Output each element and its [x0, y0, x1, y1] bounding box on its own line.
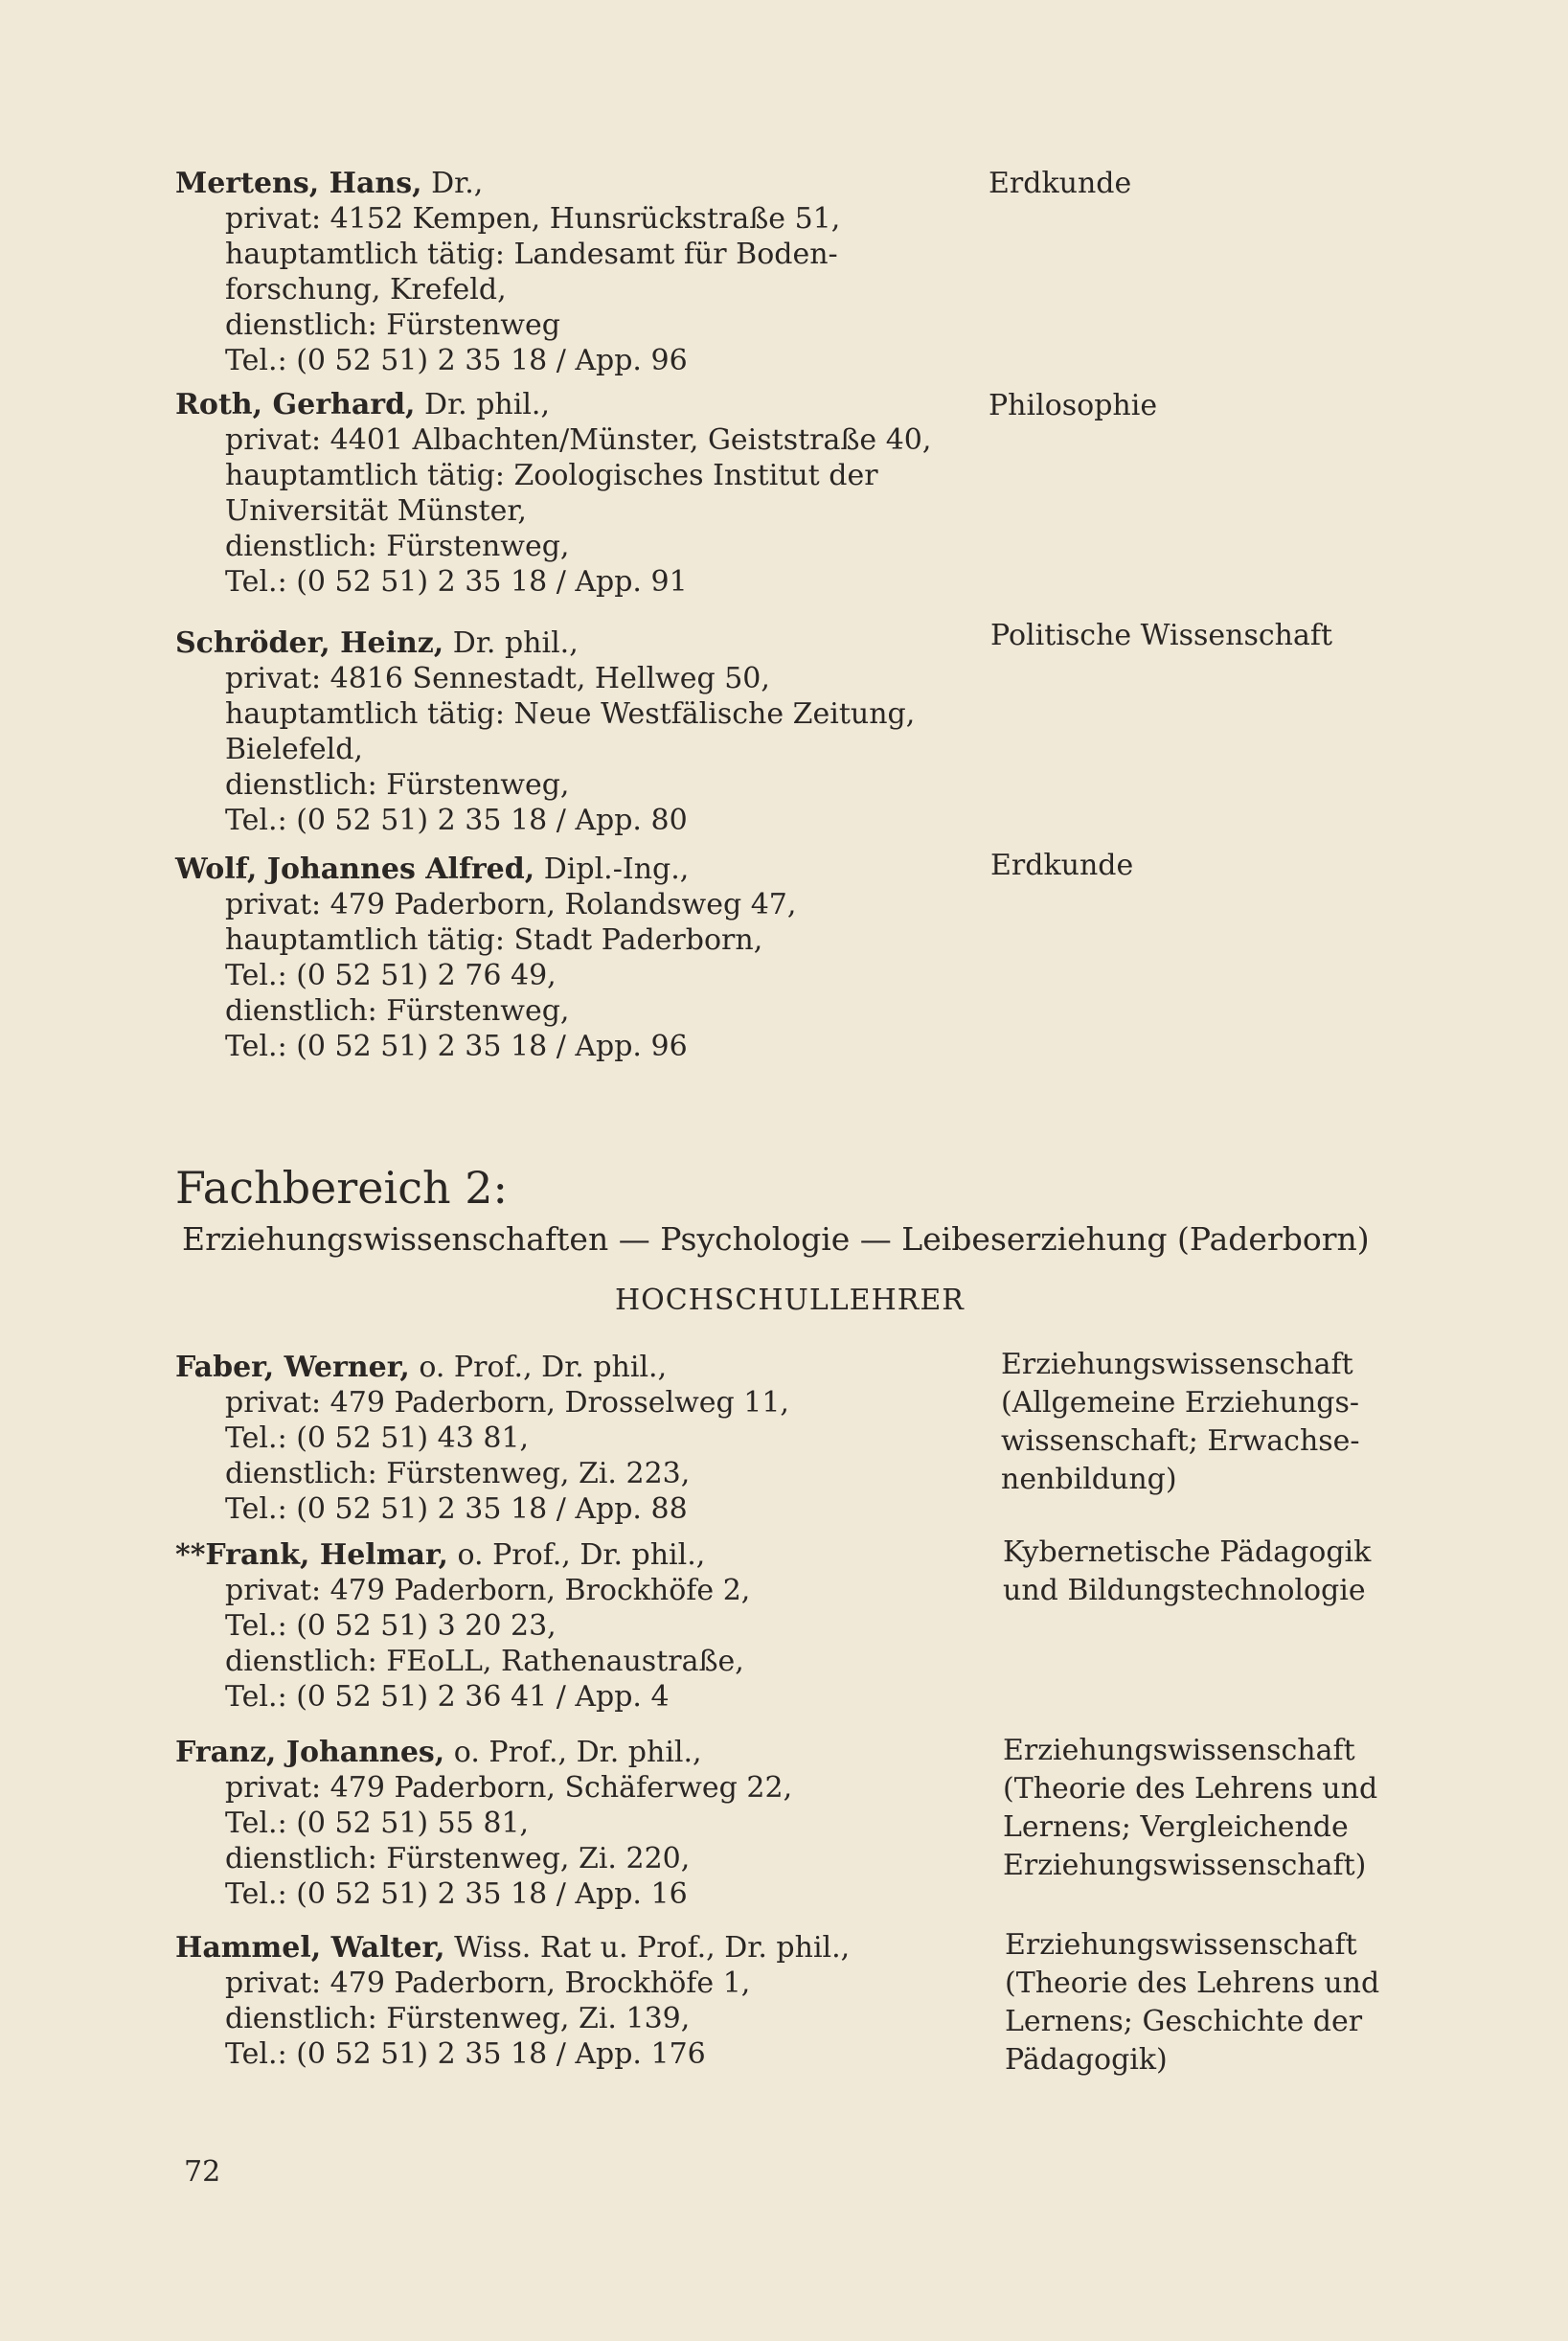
- person-name: Schröder, Heinz,: [175, 626, 444, 660]
- person-title: Dr. phil.,: [443, 626, 579, 660]
- entry-line: dienstlich: Fürstenweg, Zi. 139,: [225, 2002, 691, 2035]
- faculty-entry: [175, 852, 1009, 1064]
- faculty-entry: [175, 1537, 1009, 1715]
- faculty-entry: [175, 166, 1009, 378]
- subject-line: (Theorie des Lehrens und: [1005, 1966, 1380, 2000]
- entry-line: Tel.: (0 52 51) 2 35 18 / App. 96: [225, 344, 688, 377]
- faculty-entry: [175, 625, 1009, 838]
- subject-label: Politische Wissenschaft: [990, 619, 1333, 652]
- person-title: o. Prof., Dr. phil.,: [444, 1736, 702, 1769]
- entry-line: dienstlich: Fürstenweg,: [225, 994, 570, 1028]
- person-title: Dipl.-Ing.,: [534, 852, 690, 886]
- subject-line: Erziehungswissenschaft: [1001, 1348, 1353, 1381]
- entry-header: [175, 1537, 1009, 1573]
- person-name: Wolf, Johannes Alfred,: [175, 852, 535, 886]
- subject-line: Lernens; Geschichte der: [1005, 2005, 1363, 2038]
- entry-line: privat: 4152 Kempen, Hunsrückstraße 51,: [225, 202, 841, 236]
- person-name: Mertens, Hans,: [175, 167, 422, 200]
- subject-label: Erdkunde: [990, 849, 1134, 882]
- person-name: Roth, Gerhard,: [175, 388, 416, 421]
- entry-line: dienstlich: Fürstenweg,: [225, 530, 570, 563]
- entry-line: Tel.: (0 52 51) 55 81,: [225, 1807, 530, 1840]
- person-name: **Frank, Helmar,: [175, 1538, 448, 1572]
- entry-header: [175, 1735, 1009, 1770]
- subject-line: nenbildung): [1001, 1463, 1177, 1496]
- entry-line: dienstlich: FEoLL, Rathenaustraße,: [225, 1645, 744, 1678]
- subject-line: Kybernetische Pädagogik: [1003, 1535, 1372, 1569]
- entry-line: hauptamtlich tätig: Zoologisches Institut der: [225, 459, 878, 492]
- entry-line: dienstlich: Fürstenweg,: [225, 768, 570, 802]
- faculty-entry: [175, 1735, 1009, 1912]
- subject-label: [1005, 1926, 1455, 2080]
- person-title: Dr.,: [421, 167, 484, 200]
- person-name: Hammel, Walter,: [175, 1931, 445, 1965]
- subject-label: [1001, 1346, 1451, 1499]
- faculty-entry: [175, 1350, 1009, 1527]
- entry-line: Tel.: (0 52 51) 2 35 18 / App. 88: [225, 1492, 688, 1526]
- faculty-entry: [175, 1930, 1009, 2072]
- person-title: Dr. phil.,: [415, 388, 550, 421]
- subject-line: Erziehungswissenschaft: [1005, 1928, 1357, 1962]
- subject-line: (Theorie des Lehrens und: [1003, 1772, 1378, 1806]
- entry-line: privat: 479 Paderborn, Rolandsweg 47,: [225, 888, 797, 921]
- subject-line: Lernens; Vergleichende: [1003, 1810, 1349, 1844]
- entry-line: dienstlich: Fürstenweg, Zi. 220,: [225, 1842, 691, 1875]
- subject-line: Erziehungswissenschaft: [1003, 1734, 1355, 1767]
- entry-line: Tel.: (0 52 51) 2 35 18 / App. 91: [225, 565, 688, 599]
- entry-line: hauptamtlich tätig: Landesamt für Boden-: [225, 238, 838, 271]
- entry-header: [175, 625, 1009, 661]
- subject-label: Erdkunde: [989, 167, 1132, 200]
- person-title: o. Prof., Dr. phil.,: [447, 1538, 706, 1572]
- entry-line: privat: 479 Paderborn, Brockhöfe 2,: [225, 1574, 751, 1607]
- entry-line: Tel.: (0 52 51) 2 35 18 / App. 16: [225, 1877, 688, 1911]
- person-name: Faber, Werner,: [175, 1351, 410, 1384]
- entry-line: privat: 479 Paderborn, Drosselweg 11,: [225, 1386, 789, 1420]
- entry-line: privat: 479 Paderborn, Schäferweg 22,: [225, 1771, 793, 1805]
- entry-header: [175, 852, 1009, 887]
- entry-line: forschung, Krefeld,: [225, 273, 507, 307]
- entry-header: [175, 1930, 1009, 1966]
- entry-line: dienstlich: Fürstenweg: [225, 308, 560, 342]
- entry-line: privat: 4816 Sennestadt, Hellweg 50,: [225, 662, 770, 695]
- subject-label: Philosophie: [989, 389, 1158, 422]
- entry-line: Bielefeld,: [225, 733, 363, 766]
- entry-line: Tel.: (0 52 51) 2 35 18 / App. 96: [225, 1030, 688, 1063]
- faculty-entry: [175, 387, 1009, 600]
- entry-header: [175, 166, 1009, 201]
- entry-line: hauptamtlich tätig: Neue Westfälische Zeitung,: [225, 697, 916, 731]
- entry-line: Tel.: (0 52 51) 2 35 18 / App. 80: [225, 804, 688, 837]
- person-title: Wiss. Rat u. Prof., Dr. phil.,: [444, 1931, 851, 1965]
- subject-line: und Bildungstechnologie: [1003, 1574, 1366, 1607]
- subject-label: [1003, 1534, 1453, 1610]
- entry-header: [175, 1350, 1009, 1385]
- section-subtitle: Erziehungswissenschaften — Psychologie — Leibeserziehung (Paderborn): [182, 1220, 1370, 1258]
- entry-line: Universität Münster,: [225, 494, 527, 528]
- subject-label: [1003, 1732, 1453, 1885]
- entry-line: Tel.: (0 52 51) 2 36 41 / App. 4: [225, 1680, 670, 1714]
- entry-line: Tel.: (0 52 51) 2 76 49,: [225, 959, 557, 992]
- entry-line: dienstlich: Fürstenweg, Zi. 223,: [225, 1457, 691, 1490]
- page-number: 72: [184, 2155, 221, 2189]
- section-heading: HOCHSCHULLEHRER: [615, 1284, 965, 1317]
- subject-line: wissenschaft; Erwachse-: [1001, 1424, 1360, 1458]
- entry-line: Tel.: (0 52 51) 2 35 18 / App. 176: [225, 2037, 706, 2071]
- section-title: Fachbereich 2:: [175, 1162, 508, 1214]
- entry-header: [175, 387, 1009, 422]
- entry-line: privat: 479 Paderborn, Brockhöfe 1,: [225, 1966, 751, 2000]
- person-title: o. Prof., Dr. phil.,: [409, 1351, 668, 1384]
- subject-line: Erziehungswissenschaft): [1003, 1849, 1367, 1882]
- person-name: Franz, Johannes,: [175, 1736, 445, 1769]
- entry-line: hauptamtlich tätig: Stadt Paderborn,: [225, 923, 763, 957]
- entry-line: Tel.: (0 52 51) 3 20 23,: [225, 1609, 557, 1643]
- subject-line: (Allgemeine Erziehungs-: [1001, 1386, 1360, 1420]
- entry-line: privat: 4401 Albachten/Münster, Geiststraße 40,: [225, 423, 932, 457]
- subject-line: Pädagogik): [1005, 2043, 1168, 2077]
- entry-line: Tel.: (0 52 51) 43 81,: [225, 1421, 530, 1455]
